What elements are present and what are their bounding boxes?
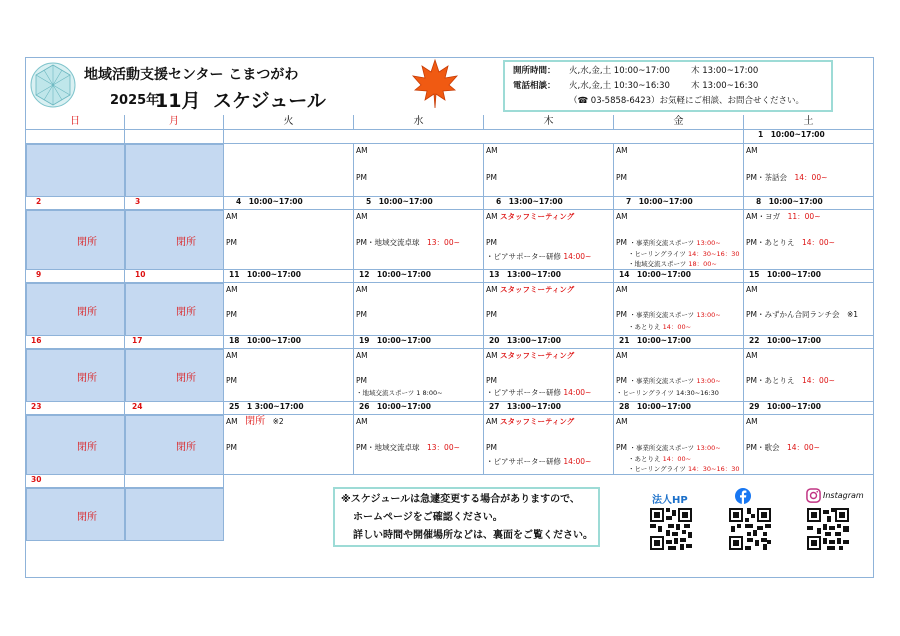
date-thu-6: 6 13:00~17:00	[484, 197, 614, 210]
am-label: AM	[356, 212, 368, 221]
am-label: AM	[356, 417, 368, 426]
event-table-tennis: PM・地域交流卓球	[356, 238, 420, 247]
pm-label: PM	[226, 443, 237, 452]
pm-label: PM	[356, 310, 367, 319]
sat-1-cell	[744, 144, 873, 197]
event-time: 14:00~	[563, 457, 592, 466]
thu-20-cell	[484, 349, 614, 402]
event-staff-meeting: スタッフミーティング	[500, 351, 575, 360]
closed-label: 閉所	[77, 512, 97, 523]
notice-line-3: 詳しい時間や開催場所などは、裏面をご覧ください。	[353, 530, 593, 541]
date-sun-16: 16	[26, 336, 125, 349]
event-healing-lights: ・ヒーリングライツ 14:30~16:30	[616, 389, 719, 397]
event-community-sports: ・地域交流スポーツ	[628, 260, 687, 268]
month: 11月	[155, 90, 201, 112]
notice-box	[333, 487, 600, 547]
am-label: AM	[486, 351, 498, 360]
am-label: AM	[746, 417, 758, 426]
qr-code-hp[interactable]	[650, 508, 692, 550]
am-label: AM	[226, 212, 238, 221]
date-tue-18: 18 10:00~17:00	[224, 336, 354, 349]
am-label: AM	[226, 285, 238, 294]
date-fri-14: 14 10:00~17:00	[614, 270, 744, 283]
event-time: 13：00~	[427, 443, 460, 452]
wed-12-cell	[354, 283, 484, 336]
date-thu-20: 20 13:00~17:00	[484, 336, 614, 349]
notice-line-2: ホームページをご確認ください。	[353, 512, 503, 523]
wed-26-cell	[354, 415, 484, 475]
sun-closed-cell	[26, 349, 125, 402]
phone-number-line: （☎ 03-5858-6423）お気軽にご相談、お問合せください。	[569, 96, 805, 106]
event-joint-lunch: PM・みずかん合同ランチ会 ※1	[746, 310, 859, 319]
pm-label: PM	[486, 238, 497, 247]
wed-1-cell	[354, 144, 484, 197]
closed-label: 閉所	[77, 307, 97, 318]
event-time: 14:00~	[563, 388, 592, 397]
event-singing: PM・歌会	[746, 443, 780, 452]
date-thu-13: 13 13:00~17:00	[484, 270, 614, 283]
pm-label: PM	[616, 173, 627, 182]
tue-1-cell	[224, 144, 354, 197]
event-table-tennis: PM・地域交流卓球	[356, 443, 420, 452]
sun-closed-cell	[26, 283, 125, 336]
event-staff-meeting: スタッフミーティング	[500, 417, 575, 426]
sat-29-cell	[744, 415, 873, 475]
pm-label: PM	[616, 376, 627, 385]
weekday-sat: 土	[744, 115, 873, 130]
facebook-icon[interactable]	[735, 488, 751, 504]
event-time: 13:00~	[696, 311, 721, 319]
pm-label: PM	[226, 376, 237, 385]
date-wed-5: 5 10:00~17:00	[354, 197, 484, 210]
weekday-fri: 金	[614, 115, 744, 130]
hours-info-box	[503, 60, 833, 112]
event-time: 13：00~	[427, 238, 460, 247]
qr-code-facebook[interactable]	[729, 508, 771, 550]
open-hours-days: 火,水,金,土 10:00~17:00	[569, 66, 670, 76]
date-row-empty	[26, 130, 125, 144]
event-office-sports: ・事業所交流スポーツ	[629, 239, 695, 247]
am-label: AM	[226, 417, 238, 426]
thu-6-cell	[484, 210, 614, 270]
date-row-empty	[125, 130, 224, 144]
sun-closed-cell	[26, 415, 125, 475]
maple-leaf-icon	[408, 56, 462, 110]
event-time: 18：00~	[688, 260, 717, 268]
sun-closed-cell	[26, 210, 125, 270]
event-yoga: AM・ヨガ	[746, 212, 781, 221]
pm-label: PM	[486, 376, 497, 385]
sat-8-cell	[744, 210, 873, 270]
fri-7-cell	[614, 210, 744, 270]
event-community-sports: ・地域交流スポーツ 1 8:00~	[356, 389, 443, 397]
am-label: AM	[356, 285, 368, 294]
fri-14-cell	[614, 283, 744, 336]
schedule-title: スケジュール	[213, 90, 326, 112]
mon-closed-cell	[125, 210, 224, 270]
fri-21-cell	[614, 349, 744, 402]
mon-closed-cell	[125, 415, 224, 475]
event-closed: 閉所	[245, 416, 266, 427]
am-label: AM	[746, 351, 758, 360]
am-label: AM	[356, 146, 368, 155]
event-healing-lights: ・ヒーリングライツ	[628, 465, 686, 473]
am-label: AM	[746, 146, 758, 155]
sun-cell-blank	[26, 144, 125, 197]
center-logo	[30, 62, 76, 108]
pm-label: PM	[486, 443, 497, 452]
date-tue-11: 11 10:00~17:00	[224, 270, 354, 283]
weekday-sun: 日	[26, 115, 125, 130]
pm-label: PM	[226, 310, 237, 319]
pm-label: PM	[616, 310, 627, 319]
date-sat-29: 29 10:00~17:00	[744, 402, 873, 415]
date-fri-21: 21 10:00~17:00	[614, 336, 744, 349]
phone-label: 電話相談：	[513, 81, 556, 91]
hp-label: 法人HP	[652, 495, 688, 506]
weekday-wed: 水	[354, 115, 484, 130]
event-tea-party: PM・茶話会	[746, 173, 787, 182]
pm-label: PM	[616, 238, 627, 247]
am-label: AM	[616, 351, 628, 360]
date-sat-8: 8 10:00~17:00	[744, 197, 873, 210]
org-name: 地域活動支援センター こまつがわ	[84, 67, 299, 83]
closed-label: 閉所	[176, 307, 196, 318]
event-time: 14：30~16：30	[688, 250, 740, 258]
sat-15-cell	[744, 283, 873, 336]
closed-label: 閉所	[77, 373, 97, 384]
am-label: AM	[616, 417, 628, 426]
event-office-sports: ・事業所交流スポーツ	[629, 311, 695, 319]
fri-28-cell	[614, 415, 744, 475]
event-time: 14：00~	[794, 173, 828, 182]
weekday-thu: 木	[484, 115, 614, 130]
pm-label: PM	[616, 443, 627, 452]
am-label: AM	[486, 146, 498, 155]
date-sun-2: 2	[26, 197, 125, 210]
am-label: AM	[486, 417, 498, 426]
closed-label: 閉所	[176, 373, 196, 384]
event-healing-lights: ・ヒーリングライツ	[628, 250, 686, 258]
year: 2025年	[110, 93, 160, 108]
open-hours-thu: 木 13:00~17:00	[691, 66, 759, 76]
date-mon-10: 10	[125, 270, 224, 283]
event-peer-training: ・ピアサポーター研修	[486, 252, 561, 261]
closed-label: 閉所	[176, 442, 196, 453]
wed-19-cell	[354, 349, 484, 402]
fri-1-cell	[614, 144, 744, 197]
date-row-empty	[224, 130, 744, 144]
thu-27-cell	[484, 415, 614, 475]
mon-cell-blank	[125, 488, 224, 541]
tue-11-cell	[224, 283, 354, 336]
note-mark: ※2	[272, 417, 284, 426]
tue-4-cell	[224, 210, 354, 270]
event-time: 14：00~	[802, 238, 835, 247]
phone-days: 火,水,金,土 10:30~16:30	[569, 81, 670, 91]
pm-label: PM	[226, 238, 237, 247]
weekday-tue: 火	[224, 115, 354, 130]
event-time: 13:00~	[696, 444, 721, 452]
am-label: AM	[746, 285, 758, 294]
date-fri-7: 7 10:00~17:00	[614, 197, 744, 210]
date-tue-4: 4 10:00~17:00	[224, 197, 354, 210]
am-label: AM	[616, 212, 628, 221]
date-sun-30: 30	[26, 475, 125, 488]
event-atelier: ・あとりえ	[628, 323, 661, 331]
date-wed-12: 12 10:00~17:00	[354, 270, 484, 283]
date-sat-15: 15 10:00~17:00	[744, 270, 873, 283]
date-sun-9: 9	[26, 270, 125, 283]
am-label: AM	[616, 285, 628, 294]
event-time: 14:00~	[563, 252, 592, 261]
mon-closed-cell	[125, 283, 224, 336]
sat-22-cell	[744, 349, 873, 402]
am-label: AM	[616, 146, 628, 155]
event-time: 14：00~	[787, 443, 820, 452]
event-time: 14：30~16：30	[688, 465, 740, 473]
closed-label: 閉所	[77, 237, 97, 248]
am-label: AM	[356, 351, 368, 360]
event-time: 14：00~	[662, 455, 692, 463]
event-peer-training: ・ピアサポーター研修	[486, 457, 561, 466]
sun-closed-cell	[26, 488, 125, 541]
am-label: AM	[486, 212, 498, 221]
date-sat-1: 1 10:00~17:00	[744, 130, 873, 144]
pm-label: PM	[356, 376, 367, 385]
event-staff-meeting: スタッフミーティング	[500, 285, 575, 294]
am-label: AM	[226, 351, 238, 360]
date-mon-empty	[125, 475, 224, 488]
pm-label: PM	[356, 173, 367, 182]
date-sun-23: 23	[26, 402, 125, 415]
date-sat-22: 22 10:00~17:00	[744, 336, 873, 349]
open-hours-label: 開所時間：	[513, 66, 556, 76]
qr-code-instagram[interactable]	[807, 508, 849, 550]
event-office-sports: ・事業所交流スポーツ	[629, 377, 695, 385]
date-mon-24: 24	[125, 402, 224, 415]
am-label: AM	[486, 285, 498, 294]
event-time: 14：00~	[802, 376, 835, 385]
event-office-sports: ・事業所交流スポーツ	[629, 444, 695, 452]
instagram-label: Instagram	[823, 491, 864, 500]
wed-5-cell	[354, 210, 484, 270]
event-time: 14：00~	[662, 323, 692, 331]
notice-line-1: ※スケジュールは急遽変更する場合がありますので、	[341, 494, 580, 505]
tue-18-cell	[224, 349, 354, 402]
date-mon-17: 17	[125, 336, 224, 349]
closed-label: 閉所	[77, 442, 97, 453]
date-wed-19: 19 10:00~17:00	[354, 336, 484, 349]
event-staff-meeting: スタッフミーティング	[500, 212, 575, 221]
date-thu-27: 27 13:00~17:00	[484, 402, 614, 415]
event-atelier: PM・あとりえ	[746, 238, 795, 247]
event-time: 11：00~	[787, 212, 821, 221]
date-fri-28: 28 10:00~17:00	[614, 402, 744, 415]
thu-1-cell	[484, 144, 614, 197]
date-mon-3: 3	[125, 197, 224, 210]
closed-label: 閉所	[176, 237, 196, 248]
date-wed-26: 26 10:00~17:00	[354, 402, 484, 415]
pm-label: PM	[486, 173, 497, 182]
event-peer-training: ・ピアサポーター研修	[486, 388, 561, 397]
event-time: 13:00~	[696, 377, 721, 385]
event-time: 13:00~	[696, 239, 721, 247]
mon-closed-cell	[125, 349, 224, 402]
mon-cell-blank	[125, 144, 224, 197]
thu-13-cell	[484, 283, 614, 336]
date-tue-25: 25 1 3:00~17:00	[224, 402, 354, 415]
event-atelier: ・あとりえ	[628, 455, 661, 463]
instagram-icon[interactable]	[806, 488, 821, 503]
event-atelier: PM・あとりえ	[746, 376, 795, 385]
phone-thu: 木 13:00~16:30	[691, 81, 759, 91]
pm-label: PM	[486, 310, 497, 319]
tue-25-cell	[224, 415, 354, 475]
weekday-mon: 月	[125, 115, 224, 130]
